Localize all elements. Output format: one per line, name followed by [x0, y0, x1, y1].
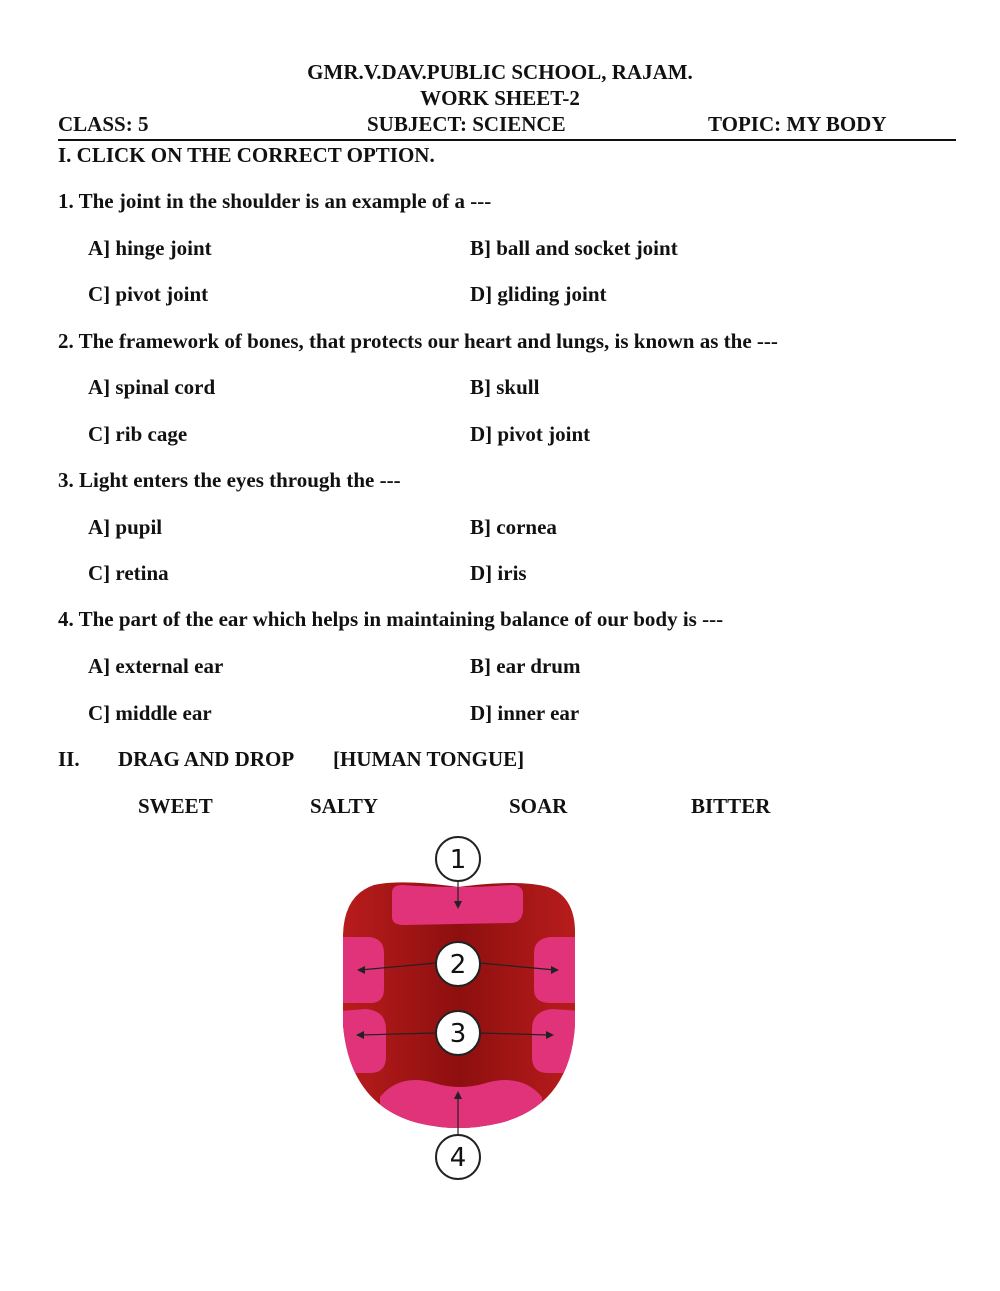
q2-option-c[interactable]: C] rib cage: [88, 422, 188, 446]
topic-label: TOPIC: MY BODY: [708, 112, 887, 136]
svg-text:4: 4: [449, 1143, 467, 1173]
tongue-diagram: [330, 835, 590, 1180]
section1-title: I. CLICK ON THE CORRECT OPTION.: [58, 143, 435, 167]
drag-word-bitter[interactable]: BITTER: [691, 794, 771, 818]
tongue-zone-back-right[interactable]: [532, 1009, 580, 1073]
q1-option-b[interactable]: B] ball and socket joint: [470, 236, 678, 260]
section2-subtitle: [HUMAN TONGUE]: [333, 747, 525, 771]
q3-option-c[interactable]: C] retina: [88, 561, 169, 585]
question-1: 1. The joint in the shoulder is an example of a ---: [58, 189, 492, 213]
question-4: 4. The part of the ear which helps in maintaining balance of our body is ---: [58, 607, 724, 631]
q3-option-a[interactable]: A] pupil: [88, 515, 163, 539]
tongue-label-4: [436, 1135, 480, 1179]
q2-option-a[interactable]: A] spinal cord: [88, 375, 216, 399]
tongue-label-1: [436, 837, 480, 881]
school-name: GMR.V.DAV.PUBLIC SCHOOL, RAJAM.: [307, 60, 693, 84]
svg-text:3: 3: [449, 1019, 467, 1049]
question-2: 2. The framework of bones, that protects our heart and lungs, is known as the ---: [58, 329, 778, 353]
q1-option-d[interactable]: D] gliding joint: [470, 282, 607, 306]
q2-option-d[interactable]: D] pivot joint: [470, 422, 591, 446]
q2-option-b[interactable]: B] skull: [470, 375, 540, 399]
tongue-zone-back-left[interactable]: [340, 1009, 386, 1073]
header-divider: [58, 139, 956, 141]
drag-word-soar[interactable]: SOAR: [509, 794, 568, 818]
tongue-label-2: [436, 942, 480, 986]
class-label: CLASS: 5: [58, 112, 149, 136]
q3-option-b[interactable]: B] cornea: [470, 515, 557, 539]
section2-title: DRAG AND DROP: [118, 747, 295, 771]
q3-option-d[interactable]: D] iris: [470, 561, 527, 585]
drag-word-sweet[interactable]: SWEET: [138, 794, 213, 818]
q4-option-a[interactable]: A] external ear: [88, 654, 224, 678]
tongue-zone-root[interactable]: [380, 1080, 542, 1135]
worksheet-title: WORK SHEET-2: [420, 86, 580, 110]
q1-option-c[interactable]: C] pivot joint: [88, 282, 209, 306]
svg-text:2: 2: [449, 950, 467, 980]
drag-word-salty[interactable]: SALTY: [310, 794, 379, 818]
question-3: 3. Light enters the eyes through the ---: [58, 468, 401, 492]
q4-option-d[interactable]: D] inner ear: [470, 701, 580, 725]
section2-number: II.: [58, 747, 80, 771]
subject-label: SUBJECT: SCIENCE: [367, 112, 566, 136]
q4-option-c[interactable]: C] middle ear: [88, 701, 212, 725]
svg-text:1: 1: [449, 845, 467, 875]
tongue-label-3: [436, 1011, 480, 1055]
q1-option-a[interactable]: A] hinge joint: [88, 236, 212, 260]
q4-option-b[interactable]: B] ear drum: [470, 654, 581, 678]
